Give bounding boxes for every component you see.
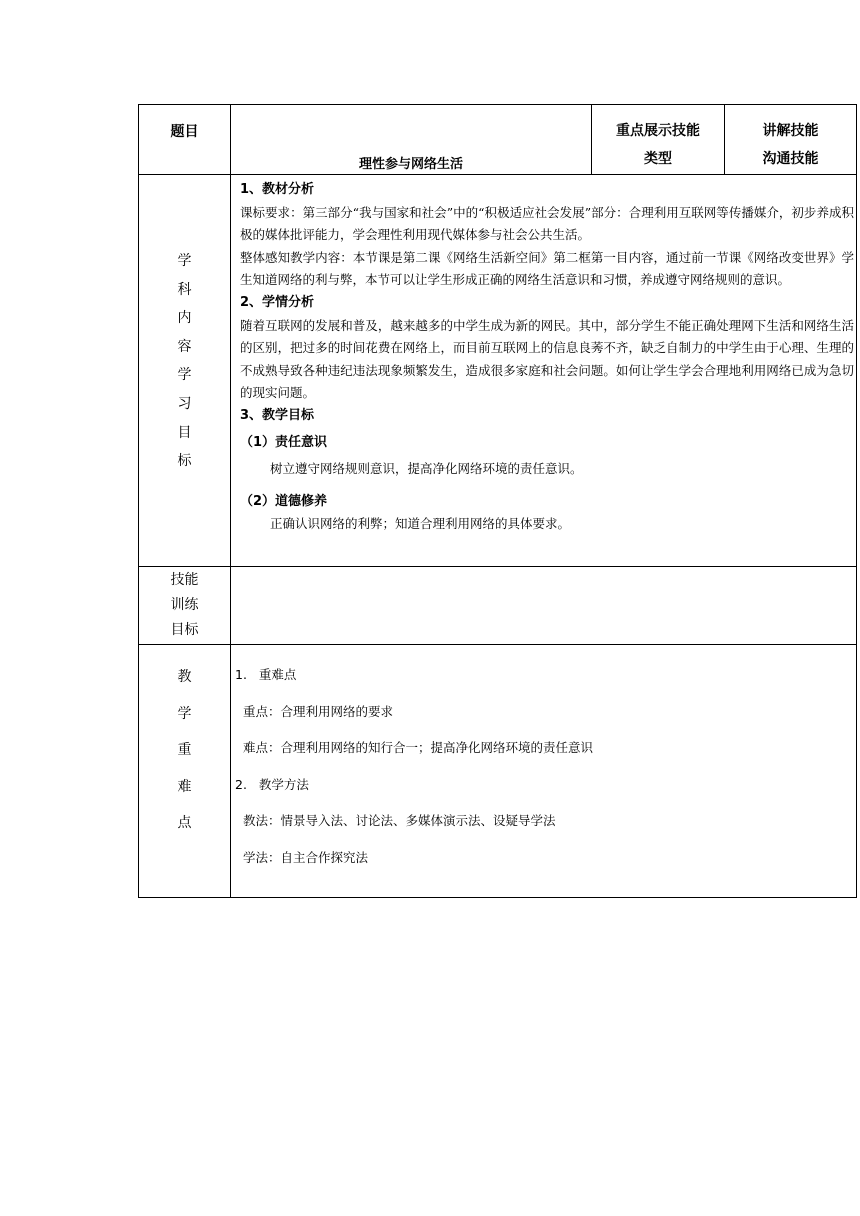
label-char: 学 bbox=[177, 253, 192, 269]
skill-type-value-line2: 沟通技能 bbox=[762, 151, 819, 167]
section-heading: 1、教材分析 bbox=[240, 182, 315, 197]
label-char: 难 bbox=[177, 778, 192, 795]
label-char: 标 bbox=[177, 453, 192, 470]
label-char: 内 bbox=[177, 310, 192, 327]
content-overview: 整体感知教学内容：本节课是第二课《网络生活新空间》第二框第一目内容，通过前一节课《网络改变世界》学生知道网络的利与弊，本节可以让学生形成正确的网络生活意识和习惯，养成遵守网络规则的意识。 bbox=[240, 249, 854, 288]
label-char: 容 bbox=[177, 338, 192, 355]
section-heading: 3、教学目标 bbox=[240, 407, 315, 423]
teaching-method: 教法：情景导入法、讨论法、多媒体演示法、设疑导学法 bbox=[243, 813, 556, 828]
item-title: 重难点 bbox=[258, 667, 297, 682]
label-char: 目 bbox=[177, 424, 192, 441]
label-char: 学 bbox=[177, 367, 192, 384]
difficult-point: 难点：合理利用网络的知行合一；提高净化网络环境的责任意识 bbox=[243, 740, 594, 755]
curriculum-requirement: 课标要求：第三部分“我与国家和社会”中的“积极适应社会发展”部分：合理利用互联网等传播媒介，初步养成积极的媒体批评能力，学会理性利用现代媒体参与社会公共生活。 bbox=[240, 204, 854, 243]
list-item bbox=[235, 657, 852, 694]
title-label: 题目 bbox=[170, 124, 199, 140]
skill-type-label-cell bbox=[592, 105, 725, 175]
learning-goals-content bbox=[231, 175, 857, 567]
key-points-row bbox=[139, 645, 857, 898]
skill-training-label bbox=[139, 567, 231, 645]
skill-type-label-line2: 类型 bbox=[644, 151, 672, 167]
list-item bbox=[235, 767, 852, 804]
goal-heading: （1）责任意识 bbox=[240, 434, 328, 450]
header-row bbox=[139, 105, 857, 175]
learning-goals-row bbox=[139, 175, 857, 567]
label-line: 技能 bbox=[170, 572, 199, 588]
key-points-content bbox=[231, 645, 857, 898]
lesson-plan-table bbox=[138, 104, 857, 898]
section-heading: 2、学情分析 bbox=[240, 294, 315, 310]
skill-training-content bbox=[231, 567, 857, 645]
label-char: 科 bbox=[177, 281, 192, 298]
goal-text: 正确认识网络的利弊；知道合理利用网络的具体要求。 bbox=[270, 516, 571, 532]
label-char: 习 bbox=[177, 395, 192, 412]
item-number: 1. bbox=[235, 667, 247, 682]
skill-type-value-cell bbox=[725, 105, 857, 175]
label-line: 目标 bbox=[170, 622, 199, 638]
label-char: 学 bbox=[177, 705, 192, 722]
label-char: 重 bbox=[177, 742, 192, 758]
label-line: 训练 bbox=[170, 597, 199, 613]
item-title: 教学方法 bbox=[258, 776, 309, 792]
key-point: 重点：合理利用网络的要求 bbox=[243, 703, 394, 719]
skill-training-row bbox=[139, 567, 857, 645]
skill-type-label-line1: 重点展示技能 bbox=[616, 123, 700, 139]
item-number: 2. bbox=[235, 776, 247, 792]
student-analysis: 随着互联网的发展和普及，越来越多的中学生成为新的网民。其中，部分学生不能正确处理网下生活和网络生活的区别，把过多的时间花费在网络上，而目前互联网上的信息良莠不齐，缺乏自制力的中学生由于心理、生理的不成熟导致各种违纪违法现象频繁发生，造成很多家庭和社会问题。如何让学生学会合理地利用网络已成为急切的现实问题。 bbox=[240, 317, 854, 401]
lesson-topic: 理性参与网络生活 bbox=[358, 157, 463, 172]
goal-heading: （2）道德修养 bbox=[240, 493, 328, 509]
title-label-cell bbox=[139, 105, 231, 175]
learning-goals-label bbox=[139, 175, 231, 567]
topic-cell bbox=[231, 105, 592, 175]
skill-type-value-line1: 讲解技能 bbox=[762, 123, 819, 139]
learning-method: 学法：自主合作探究法 bbox=[243, 849, 369, 865]
key-points-label bbox=[139, 645, 231, 898]
goal-text: 树立遵守网络规则意识，提高净化网络环境的责任意识。 bbox=[270, 461, 583, 477]
label-char: 教 bbox=[177, 669, 192, 685]
label-char: 点 bbox=[177, 815, 192, 831]
